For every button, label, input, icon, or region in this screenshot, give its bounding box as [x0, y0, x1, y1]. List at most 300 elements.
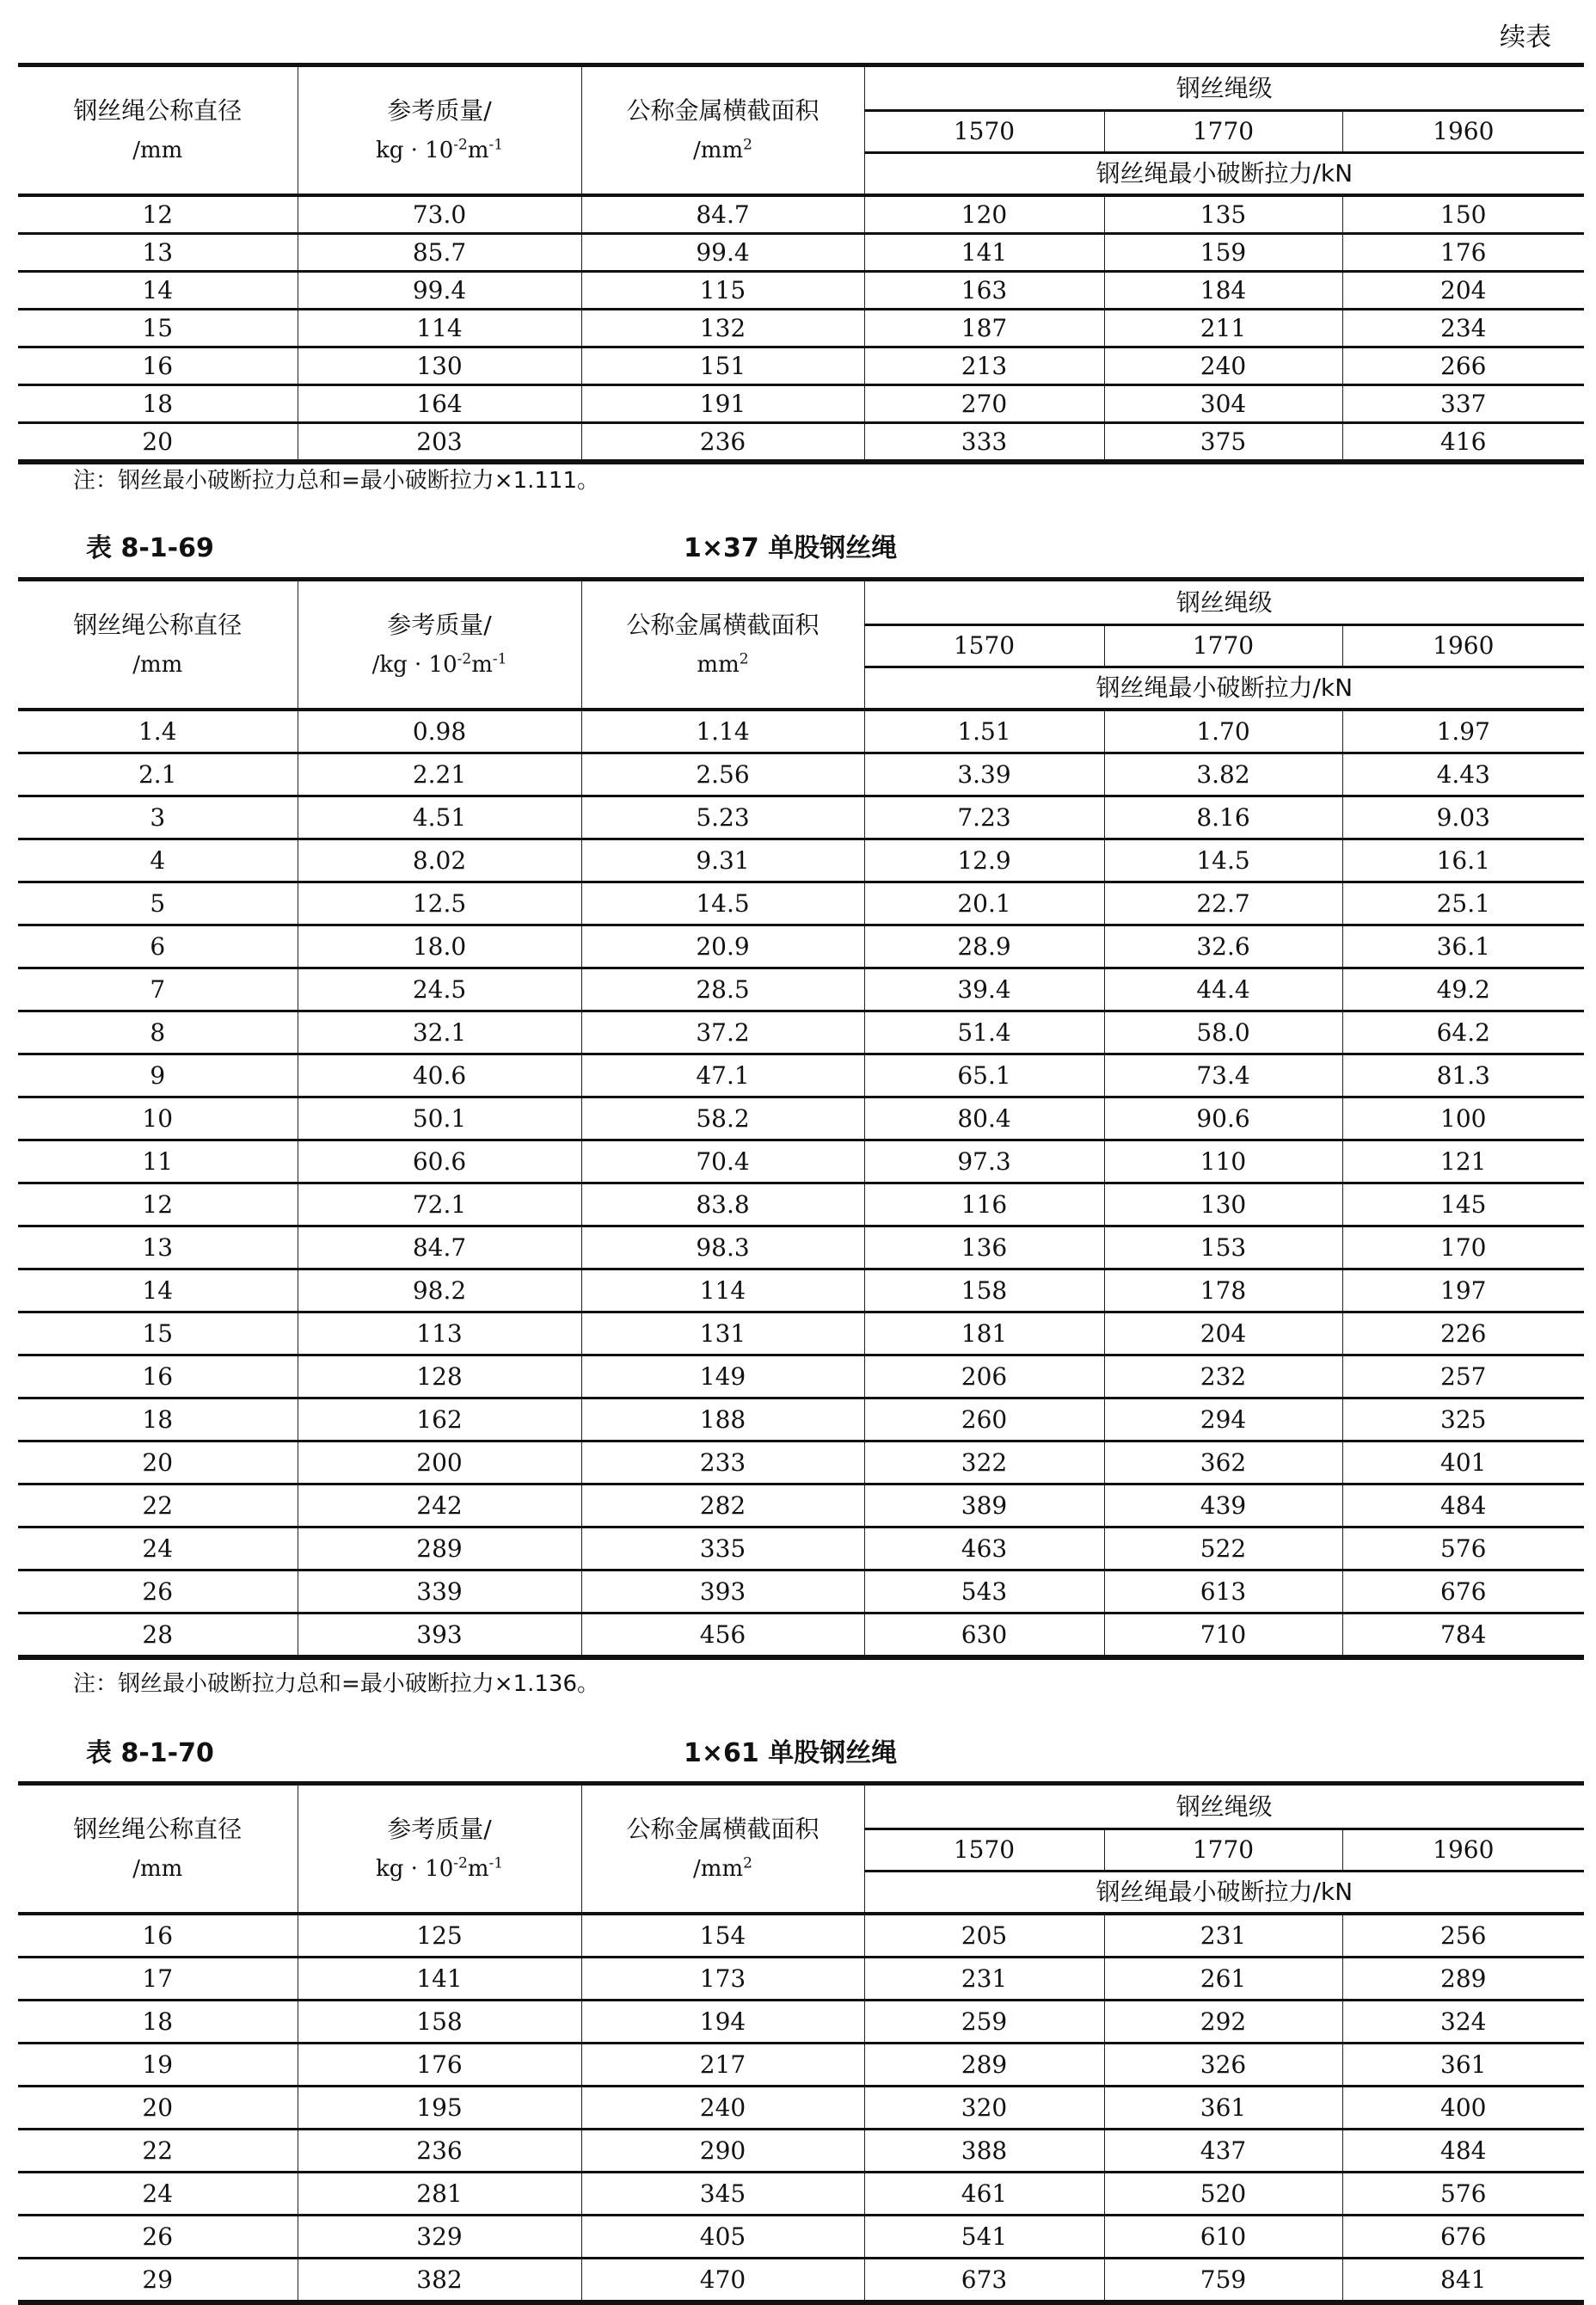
table-cell: 325 [1342, 1398, 1584, 1441]
header-row [18, 65, 1584, 111]
table-cell: 289 [1342, 1958, 1584, 2001]
table-cell: 1.4 [18, 710, 298, 753]
table-row [18, 423, 1584, 463]
table-row [18, 1570, 1584, 1614]
table-note: 注：钢丝最小破断拉力总和=最小破断拉力×1.111。 [73, 468, 600, 494]
table-cell: 266 [1342, 347, 1584, 385]
header-unit [298, 1849, 581, 1889]
header-breaking-force: 钢丝绳最小破断拉力/kN [864, 1872, 1584, 1915]
table-cell: 204 [1342, 272, 1584, 310]
header-label: 参考质量/ [387, 1814, 492, 1843]
table-cell: 32.6 [1104, 925, 1342, 968]
table-cell: 520 [1104, 2173, 1342, 2216]
table-cell: 7 [18, 968, 298, 1011]
table-cell: 14 [18, 272, 298, 310]
table-cell: 20 [18, 423, 298, 463]
header-grade: 1570 [864, 625, 1104, 667]
table-cell: 304 [1104, 385, 1342, 423]
table-cell: 72.1 [298, 1183, 581, 1226]
table-cell: 173 [581, 1958, 864, 2001]
table-cell: 1.14 [581, 710, 864, 753]
table-row [18, 1312, 1584, 1355]
header-unit [582, 645, 864, 685]
table-cell: 131 [581, 1312, 864, 1355]
table-row [18, 1183, 1584, 1226]
table-cell: 191 [581, 385, 864, 423]
unit-text: /mm [693, 1855, 744, 1882]
table-cell: 58.2 [581, 1097, 864, 1140]
table-cell: 576 [1342, 1527, 1584, 1570]
table-cell: 176 [1342, 234, 1584, 272]
table-cell: 25.1 [1342, 882, 1584, 925]
table-number: 表 8-1-69 [86, 533, 214, 563]
unit-exponent: -1 [488, 1853, 504, 1872]
table-cell: 232 [1104, 1355, 1342, 1398]
table-row [18, 310, 1584, 347]
table-cell: 98.3 [581, 1226, 864, 1269]
table-cell: 439 [1104, 1484, 1342, 1527]
table-cell: 149 [581, 1355, 864, 1398]
table-cell: 12.9 [864, 839, 1104, 882]
table-cell: 188 [581, 1398, 864, 1441]
table-cell: 337 [1342, 385, 1584, 423]
table-row [18, 2216, 1584, 2259]
table-cell: 1.51 [864, 710, 1104, 753]
table-cell: 522 [1104, 1527, 1342, 1570]
table-cell: 19 [18, 2044, 298, 2087]
header-area [581, 65, 864, 196]
table-cell: 24 [18, 2173, 298, 2216]
table-cell: 9.31 [581, 839, 864, 882]
table-cell: 195 [298, 2087, 581, 2130]
table-cell: 322 [864, 1441, 1104, 1484]
table-cell: 3.82 [1104, 753, 1342, 796]
header-area [581, 580, 864, 710]
header-label: 参考质量/ [387, 95, 492, 125]
table-cell: 181 [864, 1312, 1104, 1355]
table-cell: 1.70 [1104, 710, 1342, 753]
table-cell: 10 [18, 1097, 298, 1140]
unit-exponent: -2 [453, 1853, 468, 1872]
unit-exponent: 2 [743, 135, 752, 153]
table-cell: 630 [864, 1614, 1104, 1658]
table-cell: 90.6 [1104, 1097, 1342, 1140]
header-grade: 1960 [1342, 1829, 1584, 1872]
table-1x37 [18, 577, 1584, 1660]
unit-exponent: -1 [492, 649, 507, 667]
table-cell: 20.9 [581, 925, 864, 968]
table-cell: 4.51 [298, 796, 581, 839]
table-row [18, 1441, 1584, 1484]
header-unit: /mm [132, 137, 183, 163]
header-grade: 1960 [1342, 625, 1584, 667]
table-cell: 125 [298, 1914, 581, 1958]
header-grade-group: 钢丝绳级 [864, 65, 1584, 111]
table-cell: 710 [1104, 1614, 1342, 1658]
table-cell: 18 [18, 385, 298, 423]
table-cell: 484 [1342, 1484, 1584, 1527]
table-cell: 382 [298, 2259, 581, 2303]
table-cell: 203 [298, 423, 581, 463]
table-cell: 200 [298, 1441, 581, 1484]
header-grade: 1770 [1104, 1829, 1342, 1872]
header-unit [298, 131, 581, 170]
table-cell: 2.21 [298, 753, 581, 796]
header-mass [298, 580, 581, 710]
table-title: 1×61 单股钢丝绳 [684, 1738, 898, 1768]
table-cell: 36.1 [1342, 925, 1584, 968]
continued-table [18, 63, 1584, 464]
table-cell: 281 [298, 2173, 581, 2216]
table-cell: 164 [298, 385, 581, 423]
table-row [18, 968, 1584, 1011]
table-cell: 141 [864, 234, 1104, 272]
header-unit: /mm [132, 1855, 183, 1882]
table-cell: 16 [18, 347, 298, 385]
header-area [581, 1784, 864, 1915]
table-title: 1×37 单股钢丝绳 [684, 533, 898, 563]
table-cell: 5 [18, 882, 298, 925]
table-cell: 128 [298, 1355, 581, 1398]
table-cell: 282 [581, 1484, 864, 1527]
header-row [18, 1784, 1584, 1829]
table-cell: 98.2 [298, 1269, 581, 1312]
table-cell: 361 [1104, 2087, 1342, 2130]
table-cell: 84.7 [581, 195, 864, 234]
table-cell: 461 [864, 2173, 1104, 2216]
table-cell: 13 [18, 234, 298, 272]
table-cell: 135 [1104, 195, 1342, 234]
table-caption [0, 526, 1596, 564]
table-cell: 610 [1104, 2216, 1342, 2259]
table-cell: 60.6 [298, 1140, 581, 1183]
table-cell: 5.23 [581, 796, 864, 839]
table-cell: 163 [864, 272, 1104, 310]
table-cell: 226 [1342, 1312, 1584, 1355]
table-row [18, 1097, 1584, 1140]
table-cell: 194 [581, 2001, 864, 2044]
unit-text: kg · 10 [375, 1855, 454, 1882]
unit-text: m [467, 137, 489, 163]
table-cell: 16.1 [1342, 839, 1584, 882]
table-cell: 335 [581, 1527, 864, 1570]
table-cell: 375 [1104, 423, 1342, 463]
table-cell: 290 [581, 2130, 864, 2173]
table-cell: 116 [864, 1183, 1104, 1226]
table-cell: 73.4 [1104, 1054, 1342, 1097]
table-cell: 759 [1104, 2259, 1342, 2303]
table-row [18, 272, 1584, 310]
table-row [18, 2259, 1584, 2303]
table-row [18, 2087, 1584, 2130]
table-body [18, 195, 1584, 462]
table-cell: 159 [1104, 234, 1342, 272]
table-cell: 6 [18, 925, 298, 968]
table-row [18, 1011, 1584, 1054]
table-cell: 184 [1104, 272, 1342, 310]
unit-exponent: 2 [743, 1853, 752, 1872]
table-row [18, 1398, 1584, 1441]
table-cell: 20 [18, 2087, 298, 2130]
table-cell: 292 [1104, 2001, 1342, 2044]
header-label: 钢丝绳公称直径 [73, 610, 242, 639]
table-cell: 24 [18, 1527, 298, 1570]
table-cell: 115 [581, 272, 864, 310]
table-cell: 51.4 [864, 1011, 1104, 1054]
table-cell: 187 [864, 310, 1104, 347]
table-cell: 20.1 [864, 882, 1104, 925]
table-cell: 211 [1104, 310, 1342, 347]
table-row [18, 710, 1584, 753]
table-cell: 15 [18, 310, 298, 347]
table-row [18, 796, 1584, 839]
table-cell: 456 [581, 1614, 864, 1658]
table-cell: 242 [298, 1484, 581, 1527]
table-cell: 463 [864, 1527, 1104, 1570]
table-cell: 676 [1342, 2216, 1584, 2259]
header-grade: 1960 [1342, 111, 1584, 153]
table-cell: 113 [298, 1312, 581, 1355]
table-cell: 65.1 [864, 1054, 1104, 1097]
table-cell: 676 [1342, 1570, 1584, 1614]
table-row [18, 234, 1584, 272]
table-cell: 28.5 [581, 968, 864, 1011]
table-cell: 22 [18, 2130, 298, 2173]
table-row [18, 1226, 1584, 1269]
table-cell: 197 [1342, 1269, 1584, 1312]
table-cell: 145 [1342, 1183, 1584, 1226]
table-caption [0, 1731, 1596, 1769]
table-cell: 14.5 [581, 882, 864, 925]
table-cell: 99.4 [581, 234, 864, 272]
table-cell: 136 [864, 1226, 1104, 1269]
table-cell: 130 [298, 347, 581, 385]
table-cell: 12 [18, 195, 298, 234]
header-grade-group: 钢丝绳级 [864, 1784, 1584, 1829]
table-cell: 1.97 [1342, 710, 1584, 753]
header-row [18, 580, 1584, 625]
header-unit [582, 131, 864, 170]
table-row [18, 1269, 1584, 1312]
table-cell: 17 [18, 1958, 298, 2001]
unit-text: m [467, 1855, 489, 1882]
table-cell: 114 [581, 1269, 864, 1312]
table-cell: 8.02 [298, 839, 581, 882]
header-mass [298, 1784, 581, 1915]
table-cell: 26 [18, 1570, 298, 1614]
header-label: 公称金属横截面积 [626, 95, 819, 125]
unit-exponent: -2 [457, 649, 472, 667]
table-number: 表 8-1-70 [86, 1738, 214, 1768]
table-cell: 9 [18, 1054, 298, 1097]
table-cell: 24.5 [298, 968, 581, 1011]
table-cell: 841 [1342, 2259, 1584, 2303]
table-cell: 4.43 [1342, 753, 1584, 796]
table-cell: 333 [864, 423, 1104, 463]
table-cell: 73.0 [298, 195, 581, 234]
table-cell: 44.4 [1104, 968, 1342, 1011]
table-cell: 320 [864, 2087, 1104, 2130]
table-cell: 100 [1342, 1097, 1584, 1140]
unit-text: mm [697, 651, 740, 678]
table-cell: 154 [581, 1914, 864, 1958]
table-note: 注：钢丝最小破断拉力总和=最小破断拉力×1.136。 [73, 1671, 600, 1697]
table-cell: 28.9 [864, 925, 1104, 968]
unit-text: /kg · 10 [371, 651, 457, 678]
table-cell: 150 [1342, 195, 1584, 234]
table-cell: 324 [1342, 2001, 1584, 2044]
header-label: 公称金属横截面积 [626, 1814, 819, 1843]
table-cell: 393 [298, 1614, 581, 1658]
table-cell: 240 [1104, 347, 1342, 385]
table-cell: 484 [1342, 2130, 1584, 2173]
table-cell: 141 [298, 1958, 581, 2001]
table-cell: 261 [1104, 1958, 1342, 2001]
table-cell: 613 [1104, 1570, 1342, 1614]
table-cell: 151 [581, 347, 864, 385]
table-cell: 388 [864, 2130, 1104, 2173]
table-cell: 233 [581, 1441, 864, 1484]
table-row [18, 1958, 1584, 2001]
table-row [18, 839, 1584, 882]
table-cell: 110 [1104, 1140, 1342, 1183]
table-cell: 437 [1104, 2130, 1342, 2173]
table-cell: 158 [864, 1269, 1104, 1312]
header-grade-group: 钢丝绳级 [864, 580, 1584, 625]
table-cell: 130 [1104, 1183, 1342, 1226]
unit-text: m [471, 651, 493, 678]
table-cell: 153 [1104, 1226, 1342, 1269]
table-cell: 270 [864, 385, 1104, 423]
table-cell: 50.1 [298, 1097, 581, 1140]
table-row [18, 753, 1584, 796]
table-cell: 64.2 [1342, 1011, 1584, 1054]
header-grade: 1570 [864, 111, 1104, 153]
table-cell: 256 [1342, 1914, 1584, 1958]
table-cell: 0.98 [298, 710, 581, 753]
table-cell: 176 [298, 2044, 581, 2087]
table-cell: 99.4 [298, 272, 581, 310]
table-cell: 289 [864, 2044, 1104, 2087]
continued-table-label: 续表 [1500, 22, 1551, 52]
table-cell: 18 [18, 2001, 298, 2044]
table-cell: 13 [18, 1226, 298, 1269]
table-cell: 16 [18, 1914, 298, 1958]
table-row [18, 2044, 1584, 2087]
unit-exponent: -2 [453, 135, 468, 153]
table-cell: 32.1 [298, 1011, 581, 1054]
header-mass [298, 65, 581, 196]
table-cell: 162 [298, 1398, 581, 1441]
table-cell: 8.16 [1104, 796, 1342, 839]
table-cell: 326 [1104, 2044, 1342, 2087]
table-cell: 20 [18, 1441, 298, 1484]
table-cell: 345 [581, 2173, 864, 2216]
table-cell: 259 [864, 2001, 1104, 2044]
table-row [18, 1484, 1584, 1527]
table-cell: 206 [864, 1355, 1104, 1398]
table-cell: 39.4 [864, 968, 1104, 1011]
table-cell: 236 [581, 423, 864, 463]
table-cell: 15 [18, 1312, 298, 1355]
table-cell: 389 [864, 1484, 1104, 1527]
header-breaking-force: 钢丝绳最小破断拉力/kN [864, 667, 1584, 710]
table-row [18, 2001, 1584, 2044]
table-row [18, 2173, 1584, 2216]
table-cell: 260 [864, 1398, 1104, 1441]
table-cell: 3 [18, 796, 298, 839]
table-body [18, 710, 1584, 1657]
header-unit [582, 1849, 864, 1889]
header-label: 公称金属横截面积 [626, 610, 819, 639]
table-cell: 22.7 [1104, 882, 1342, 925]
table-cell: 205 [864, 1914, 1104, 1958]
table-cell: 97.3 [864, 1140, 1104, 1183]
table-cell: 416 [1342, 423, 1584, 463]
table-cell: 339 [298, 1570, 581, 1614]
table-row [18, 2130, 1584, 2173]
table-cell: 8 [18, 1011, 298, 1054]
table-cell: 84.7 [298, 1226, 581, 1269]
table-cell: 673 [864, 2259, 1104, 2303]
table-cell: 400 [1342, 2087, 1584, 2130]
table-row [18, 882, 1584, 925]
header-diameter [18, 580, 298, 710]
table-cell: 4 [18, 839, 298, 882]
table-cell: 26 [18, 2216, 298, 2259]
table-1x61 [18, 1781, 1584, 2305]
table-cell: 576 [1342, 2173, 1584, 2216]
table-row [18, 925, 1584, 968]
table-cell: 362 [1104, 1441, 1342, 1484]
table-row [18, 1914, 1584, 1958]
table-cell: 22 [18, 1484, 298, 1527]
unit-exponent: 2 [739, 649, 749, 667]
table-cell: 11 [18, 1140, 298, 1183]
table-cell: 178 [1104, 1269, 1342, 1312]
table-cell: 29 [18, 2259, 298, 2303]
table-cell: 14.5 [1104, 839, 1342, 882]
table-cell: 18.0 [298, 925, 581, 968]
table-row [18, 1355, 1584, 1398]
table-row [18, 1054, 1584, 1097]
table-cell: 85.7 [298, 234, 581, 272]
table-row [18, 1614, 1584, 1658]
header-grade: 1770 [1104, 111, 1342, 153]
table-cell: 784 [1342, 1614, 1584, 1658]
table-cell: 40.6 [298, 1054, 581, 1097]
table-cell: 294 [1104, 1398, 1342, 1441]
table-cell: 16 [18, 1355, 298, 1398]
table-cell: 541 [864, 2216, 1104, 2259]
table-cell: 2.56 [581, 753, 864, 796]
table-cell: 49.2 [1342, 968, 1584, 1011]
table-cell: 83.8 [581, 1183, 864, 1226]
table-cell: 240 [581, 2087, 864, 2130]
table-row [18, 195, 1584, 234]
table-cell: 81.3 [1342, 1054, 1584, 1097]
table-row [18, 1527, 1584, 1570]
table-cell: 132 [581, 310, 864, 347]
table-cell: 58.0 [1104, 1011, 1342, 1054]
header-label: 钢丝绳公称直径 [73, 1814, 242, 1843]
table-cell: 121 [1342, 1140, 1584, 1183]
table-cell: 405 [581, 2216, 864, 2259]
table-cell: 3.39 [864, 753, 1104, 796]
table-row [18, 385, 1584, 423]
header-grade: 1770 [1104, 625, 1342, 667]
unit-text: kg · 10 [375, 137, 454, 163]
